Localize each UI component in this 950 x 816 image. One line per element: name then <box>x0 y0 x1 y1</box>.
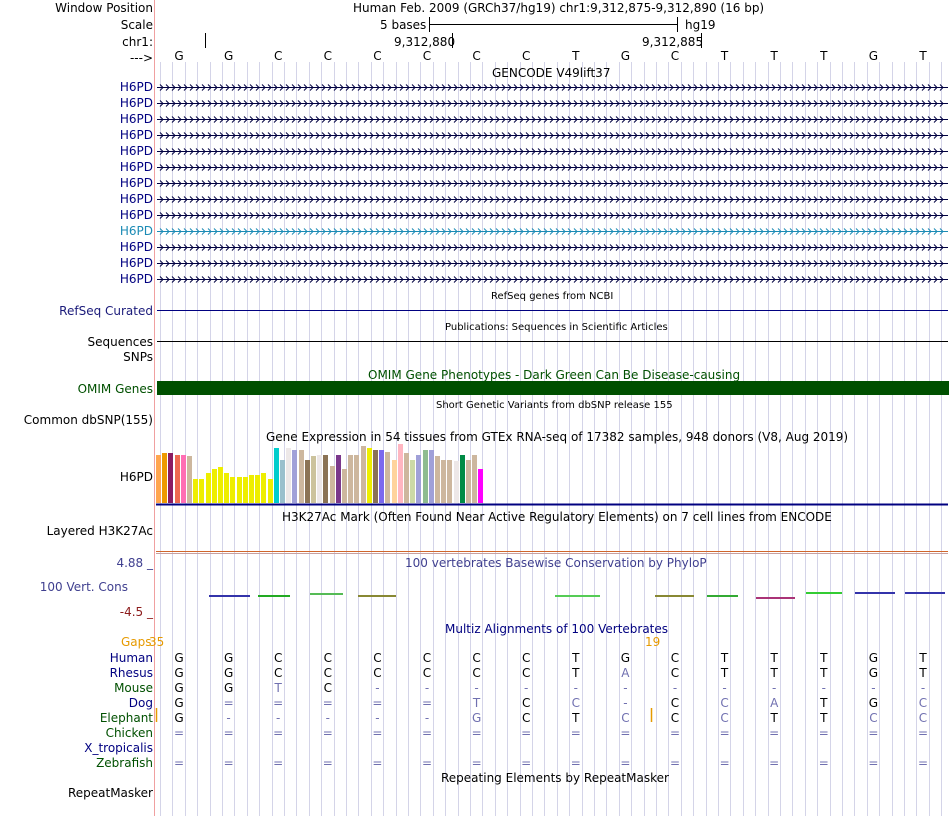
alignment-base: C <box>670 711 680 725</box>
base-letter: T <box>770 49 778 63</box>
alignment-base: = <box>570 726 581 740</box>
gencode-gene-label[interactable]: H6PD <box>119 272 153 286</box>
gencode-gene-label[interactable]: H6PD <box>119 224 153 238</box>
alignment-base: C <box>670 696 680 710</box>
alignment-base: = <box>372 726 383 740</box>
alignment-base: G <box>223 681 234 695</box>
alignment-base: C <box>918 711 928 725</box>
alignment-base: T <box>820 711 828 725</box>
coord-label-1: 9,312,880 <box>394 35 456 49</box>
base-letter: C <box>472 49 481 63</box>
alignment-base: T <box>274 681 282 695</box>
base-letter: T <box>820 49 828 63</box>
alignment-base: T <box>770 651 778 665</box>
alignment-base: - <box>424 681 430 695</box>
gtex-tissue-bar[interactable] <box>299 450 304 503</box>
alignment-base: - <box>672 681 678 695</box>
gencode-gene-label[interactable]: H6PD <box>119 112 153 126</box>
repeatmasker-track-title: Repeating Elements by RepeatMasker <box>441 771 669 785</box>
gaps-label: Gaps <box>121 635 152 649</box>
alignment-base: G <box>174 711 184 725</box>
alignment-base: C <box>323 651 332 665</box>
alignment-base: T <box>919 666 927 680</box>
alignment-base: G <box>174 651 184 665</box>
alignment-base: T <box>820 651 828 665</box>
gtex-tissue-bar[interactable] <box>435 456 440 503</box>
alignment-base: - <box>772 681 777 695</box>
alignment-base: = <box>273 756 284 770</box>
alignment-base: - <box>623 681 628 695</box>
alignment-base: C <box>472 651 481 665</box>
gtex-tissue-bar[interactable] <box>175 455 180 503</box>
alignment-base: = <box>322 756 333 770</box>
gencode-track-title: GENCODE V49lift37 <box>492 66 611 80</box>
gtex-tissue-bar[interactable] <box>336 455 341 503</box>
alignment-base: - <box>325 711 330 725</box>
alignment-base: C <box>273 651 283 665</box>
scale-label: Scale <box>120 18 153 32</box>
gtex-tissue-bar[interactable] <box>187 456 192 503</box>
gencode-gene-label[interactable]: H6PD <box>119 96 153 110</box>
alignment-base: G <box>868 651 879 665</box>
gtex-tissue-bar[interactable] <box>323 455 328 503</box>
species-label: Mouse <box>114 681 153 695</box>
base-letter: C <box>323 49 332 63</box>
alignment-base: = <box>570 756 581 770</box>
gencode-gene-label[interactable]: H6PD <box>119 144 153 158</box>
gtex-tissue-bar[interactable] <box>423 450 428 503</box>
alignment-base: - <box>276 711 281 725</box>
gtex-tissue-bar[interactable] <box>237 477 242 503</box>
alignment-base: - <box>424 711 430 725</box>
alignment-base: = <box>273 726 284 740</box>
gtex-tissue-bar[interactable] <box>392 460 397 503</box>
alignment-base: = <box>521 756 532 770</box>
gtex-tissue-bar[interactable] <box>441 460 446 503</box>
base-letter: C <box>521 49 531 63</box>
gtex-track-title: Gene Expression in 54 tissues from GTEx RNA-seq of 17382 samples, 948 donors (V8, Aug 2019) <box>266 430 849 444</box>
phylop-track-title: 100 vertebrates Basewise Conservation by PhyloP <box>405 556 707 570</box>
alignment-base: C <box>422 666 432 680</box>
alignment-base: T <box>820 696 828 710</box>
gtex-tissue-bar[interactable] <box>274 448 279 503</box>
alignment-base: = <box>421 726 433 740</box>
gtex-tissue-bar[interactable] <box>199 479 204 503</box>
alignment-base: G <box>174 696 184 710</box>
phylop-min-label: -4.5 _ <box>119 605 153 619</box>
alignment-base: G <box>868 696 879 710</box>
alignment-base: C <box>720 696 729 710</box>
gtex-tissue-bar[interactable] <box>317 455 322 503</box>
gtex-tissue-bar[interactable] <box>224 473 229 503</box>
alignment-base: = <box>669 756 681 770</box>
repeatmasker-label[interactable]: RepeatMasker <box>67 786 153 800</box>
species-label: Human <box>109 651 153 665</box>
gap-count-2: 19 <box>645 635 661 649</box>
gtex-tissue-bar[interactable] <box>249 475 254 503</box>
alignment-base: C <box>373 666 382 680</box>
alignment-base: T <box>572 666 580 680</box>
gtex-tissue-bar[interactable] <box>342 469 347 503</box>
alignment-base: = <box>868 756 879 770</box>
gtex-tissue-bar[interactable] <box>385 452 390 503</box>
gtex-tissue-bar[interactable] <box>447 460 452 503</box>
alignment-base: = <box>818 756 829 770</box>
alignment-base: - <box>920 681 926 695</box>
h3k27ac-track-title: H3K27Ac Mark (Often Found Near Active Regulatory Elements) on 7 cell lines from ENCODE <box>282 510 832 524</box>
alignment-base: - <box>573 681 578 695</box>
coord-label-2: 9,312,885 <box>642 35 704 49</box>
alignment-base: C <box>422 651 432 665</box>
alignment-base: = <box>769 726 780 740</box>
h3k27ac-label[interactable]: Layered H3K27Ac <box>46 524 153 538</box>
base-letter: C <box>670 49 680 63</box>
gtex-tissue-bar[interactable] <box>373 450 378 503</box>
alignment-base: = <box>521 726 532 740</box>
dbsnp-label[interactable]: Common dbSNP(155) <box>23 413 153 427</box>
gtex-tissue-bar[interactable] <box>181 455 186 503</box>
gencode-gene-label[interactable]: H6PD <box>119 80 153 94</box>
alignment-base: T <box>919 651 927 665</box>
alignment-base: T <box>820 666 828 680</box>
phylop-max-label: 4.88 _ <box>116 556 153 570</box>
refseq-track-title: RefSeq genes from NCBI <box>491 291 614 302</box>
gtex-tissue-bar[interactable] <box>292 450 297 503</box>
phylop-label[interactable]: 100 Vert. Cons <box>39 580 128 594</box>
alignment-base: = <box>372 756 383 770</box>
snps-label[interactable]: SNPs <box>123 350 153 364</box>
alignment-base: = <box>223 696 234 710</box>
species-label: Chicken <box>105 726 153 740</box>
alignment-base: T <box>472 696 481 710</box>
alignment-base: C <box>472 666 481 680</box>
gtex-tissue-bar[interactable] <box>398 444 403 503</box>
alignment-base: = <box>372 696 383 710</box>
gtex-tissue-bar[interactable] <box>162 453 167 503</box>
gtex-tissue-bar[interactable] <box>472 455 477 503</box>
species-label: Rhesus <box>109 666 153 680</box>
gtex-tissue-bar[interactable] <box>454 461 459 503</box>
alignment-base: T <box>770 711 778 725</box>
species-label: Dog <box>128 696 153 710</box>
strand-label: ---> <box>129 51 153 65</box>
alignment-base: - <box>375 681 380 695</box>
alignment-base: G <box>223 651 234 665</box>
gtex-tissue-bar[interactable] <box>348 455 353 503</box>
gtex-tissue-bar[interactable] <box>280 460 285 503</box>
gtex-gene-label[interactable]: H6PD <box>119 470 153 484</box>
gtex-tissue-bar[interactable] <box>311 456 316 503</box>
gtex-tissue-bar[interactable] <box>361 446 366 503</box>
alignment-base: = <box>719 756 730 770</box>
gtex-tissue-bar[interactable] <box>255 475 260 503</box>
publications-track-title: Publications: Sequences in Scientific Articles <box>445 322 668 333</box>
alignment-base: C <box>720 711 729 725</box>
alignment-base: = <box>620 756 631 770</box>
alignment-base: = <box>669 726 681 740</box>
alignment-base: G <box>174 681 184 695</box>
species-label: Elephant <box>99 711 153 725</box>
gtex-tissue-bar[interactable] <box>286 448 291 503</box>
assembly-position-text: Human Feb. 2009 (GRCh37/hg19) chr1:9,312,875-9,312,890 (16 bp) <box>353 1 765 15</box>
alignment-base: - <box>375 711 380 725</box>
base-letter: T <box>720 49 729 63</box>
base-letter: C <box>273 49 283 63</box>
alignment-base: - <box>871 681 876 695</box>
gtex-tissue-bar[interactable] <box>367 448 372 503</box>
gtex-tissue-bar[interactable] <box>429 450 434 503</box>
alignment-base: = <box>273 696 284 710</box>
alignment-base: = <box>620 726 631 740</box>
base-letter: G <box>868 49 879 63</box>
base-letter: C <box>422 49 432 63</box>
alignment-base: = <box>223 756 234 770</box>
omim-track-title: OMIM Gene Phenotypes - Dark Green Can Be Disease-causing <box>368 368 741 382</box>
alignment-base: C <box>571 696 580 710</box>
species-label: Zebrafish <box>96 756 153 770</box>
base-letter: C <box>373 49 382 63</box>
alignment-base: = <box>322 696 333 710</box>
chrom-label: chr1: <box>122 35 153 49</box>
alignment-base: = <box>868 726 879 740</box>
alignment-base: C <box>521 651 531 665</box>
alignment-base: = <box>719 726 730 740</box>
gtex-tissue-bar[interactable] <box>330 466 335 503</box>
alignment-base: = <box>471 756 482 770</box>
base-letter: G <box>174 49 184 63</box>
gtex-tissue-bar[interactable] <box>379 450 384 503</box>
alignment-base: C <box>918 696 928 710</box>
alignment-base: T <box>572 651 580 665</box>
gtex-tissue-bar[interactable] <box>268 479 273 503</box>
gencode-gene-label[interactable]: H6PD <box>119 128 153 142</box>
gtex-tissue-bar[interactable] <box>466 460 471 503</box>
alignment-base: C <box>521 711 531 725</box>
sequences-label[interactable]: Sequences <box>87 335 153 349</box>
gtex-tissue-bar[interactable] <box>416 455 421 503</box>
gtex-tissue-bar[interactable] <box>261 473 266 503</box>
alignment-base: - <box>821 681 826 695</box>
refseq-curated-label[interactable]: RefSeq Curated <box>59 304 153 318</box>
alignment-base: C <box>323 681 332 695</box>
alignment-base: - <box>623 696 628 710</box>
base-letter: T <box>572 49 580 63</box>
species-label: X_tropicalis <box>84 741 153 755</box>
scale-bar-text: 5 bases <box>380 18 427 32</box>
alignment-base: C <box>323 666 332 680</box>
alignment-base: = <box>917 726 929 740</box>
alignment-base: C <box>521 696 531 710</box>
dbsnp-track-title: Short Genetic Variants from dbSNP release 155 <box>436 400 673 411</box>
alignment-base: G <box>174 666 184 680</box>
alignment-base: T <box>770 666 778 680</box>
gtex-tissue-bar[interactable] <box>230 477 235 503</box>
multiz-track-title: Multiz Alignments of 100 Vertebrates <box>445 622 669 636</box>
alignment-base: A <box>770 696 779 710</box>
alignment-base: T <box>720 651 729 665</box>
alignment-base: C <box>373 651 382 665</box>
alignment-base: - <box>722 681 727 695</box>
window-position-label: Window Position <box>55 1 153 15</box>
gtex-tissue-bar[interactable] <box>218 467 223 503</box>
alignment-base: - <box>524 681 529 695</box>
base-letter: T <box>919 49 927 63</box>
alignment-base: = <box>421 756 433 770</box>
alignment-base: = <box>173 756 185 770</box>
gencode-gene-label[interactable]: H6PD <box>119 192 153 206</box>
alignment-base: C <box>670 651 680 665</box>
alignment-base: = <box>322 726 333 740</box>
alignment-base: = <box>471 726 482 740</box>
gtex-tissue-bar[interactable] <box>243 477 248 503</box>
gencode-gene-label[interactable]: H6PD <box>119 176 153 190</box>
omim-genes-label[interactable]: OMIM Genes <box>77 382 153 396</box>
alignment-base: T <box>720 666 729 680</box>
gap-count-1: 35 <box>149 635 165 649</box>
gtex-tissue-bar[interactable] <box>478 469 483 503</box>
base-letter: G <box>223 49 234 63</box>
alignment-base: G <box>620 651 631 665</box>
alignment-base: - <box>226 711 231 725</box>
gtex-tissue-bar[interactable] <box>404 453 409 503</box>
gtex-tissue-bar[interactable] <box>354 455 359 503</box>
gtex-tissue-bar[interactable] <box>156 455 161 503</box>
gtex-tissue-bar[interactable] <box>460 455 465 503</box>
alignment-base: A <box>621 666 630 680</box>
alignment-base: C <box>670 666 680 680</box>
db-text: hg19 <box>685 18 716 32</box>
gencode-gene-label[interactable]: H6PD <box>119 160 153 174</box>
omim-bar <box>157 381 949 395</box>
alignment-base: G <box>868 666 879 680</box>
base-letter: G <box>620 49 631 63</box>
alignment-base: C <box>521 666 531 680</box>
alignment-base: = <box>173 726 185 740</box>
gencode-gene-label[interactable]: H6PD <box>119 240 153 254</box>
gtex-tissue-bar[interactable] <box>305 460 310 503</box>
alignment-base: = <box>818 726 829 740</box>
alignment-base: G <box>223 666 234 680</box>
gencode-gene-label[interactable]: H6PD <box>119 208 153 222</box>
gencode-gene-label[interactable]: H6PD <box>119 256 153 270</box>
alignment-base: C <box>273 666 283 680</box>
alignment-base: = <box>421 696 433 710</box>
gtex-tissue-bar[interactable] <box>212 469 217 503</box>
gtex-tissue-bar[interactable] <box>168 453 173 503</box>
gtex-tissue-bar[interactable] <box>410 460 415 503</box>
alignment-base: = <box>769 756 780 770</box>
alignment-base: = <box>917 756 929 770</box>
alignment-base: - <box>474 681 479 695</box>
alignment-base: G <box>471 711 482 725</box>
alignment-base: C <box>869 711 878 725</box>
alignment-base: T <box>572 711 580 725</box>
alignment-base: = <box>223 726 234 740</box>
gtex-tissue-bar[interactable] <box>193 479 198 503</box>
alignment-base: C <box>621 711 630 725</box>
gtex-tissue-bar[interactable] <box>206 473 211 503</box>
